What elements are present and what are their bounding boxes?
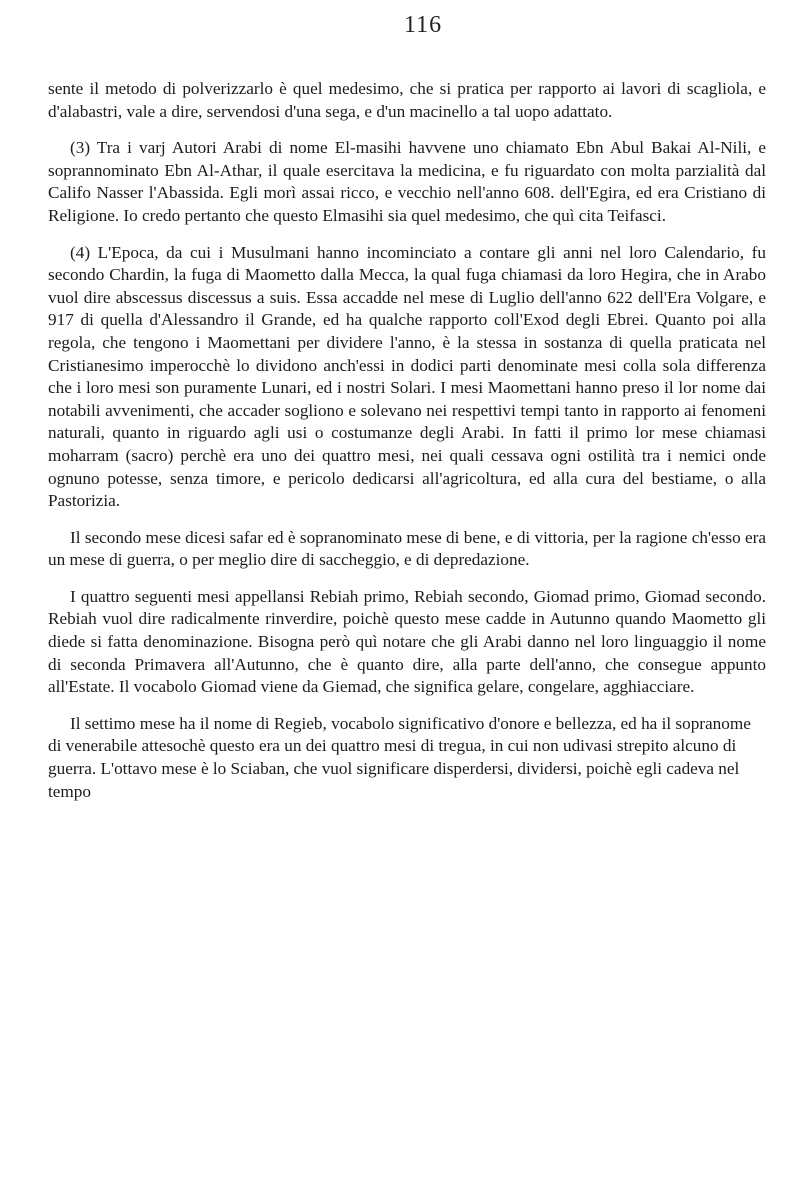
paragraph-regieb-sciaban: Il settimo mese ha il nome di Regieb, vocabolo significativo d'onore e bellezza, ed ha il sopranome di venerabile attesochè questo era un dei quattro mesi di tregua, in cui non udivasi strepito alcuno di guerra. L'ottavo mese è lo Sciaban, che vuol significare disperdersi, dividersi, poichè egli cadeva nel tempo <box>48 713 751 801</box>
paragraph-rebiah-giomad: I quattro seguenti mesi appellansi Rebiah primo, Rebiah secondo, Giomad primo, Giomad secondo. Rebiah vuol dire radicalmente rinverdire, poichè questo mese cadde in Autunno quando Maometto gli diede si fatta denominazione. Bisogna però quì notare che gli Arabi danno nel loro linguaggio il nome di seconda Primavera all'Autunno, che è quanto dire, alla parte dell'anno, che consegue appunto all'Estate. Il vocabolo Giomad viene da Giemad, che significa gelare, congelare, agghiacciare. <box>48 586 766 697</box>
footnote-4: (4) L'Epoca, da cui i Musulmani hanno incominciato a contare gli anni nel loro Calendario, fu secondo Chardin, la fuga di Maometto dalla Mecca, la qual fuga chiamasi da loro Hegira, che in Arabo vuol dire abscessus discessus a suis. Essa accadde nel mese di Luglio dell'anno 622 dell'Era Volgare, e 917 di quella d'Alessandro il Grande, ed ha qualche rapporto coll'Exod degli Ebrei. Quanto poi alla regola, che tengono i Maomettani per dividere l'anno, è la stessa in sostanza di quella praticata nel Cristianesimo imperocchè lo dividono anch'essi in dodici parti denominate mesi colla sola differenza che i loro mesi son puramente Lunari, ed i nostri Solari. I mesi Maomettani hanno preso il lor nome dai notabili avvenimenti, che accader sogliono e solevano nei respettivi tempi tanto in rapporto ai fenomeni naturali, quanto in riguardo agli usi o costumanze degli Arabi. In fatti il primo lor mese chiamasi moharram (sacro) perchè era uno dei quattro mesi, nei quali cessava ogni ostilità tra i nemici onde ognuno potesse, senza timore, e pericolo dedicarsi all'agricoltura, ed alla cura del bestiame, o alla Pastorizia. <box>48 242 766 511</box>
page-number: 116 <box>404 12 443 38</box>
paragraph-continuation: sente il metodo di polverizzarlo è quel medesimo, che si pratica per rapporto ai lavori di scagliola, e d'alabastri, vale a dire, servendosi d'una sega, e d'un macinello a tal uopo adattato. <box>48 79 766 121</box>
footnote-3: (3) Tra i varj Autori Arabi di nome El-masihi havvene uno chiamato Ebn Abul Bakai Al-Nili, e soprannominato Ebn Al-Athar, il quale esercitava la medicina, e fu riguardato con molta parzialità dal Califo Nasser l'Abassida. Egli morì assai ricco, e vecchio nell'anno 608. dell'Egira, ed era Cristiano di Religione. Io credo pertanto che questo Elmasihi sia quel medesimo, che quì cita Teifasci. <box>48 138 766 225</box>
paragraph-safar: Il secondo mese dicesi safar ed è sopranominato mese di bene, e di vittoria, per la ragione ch'esso era un mese di guerra, o per meglio dire di saccheggio, e di depredazione. <box>48 527 766 570</box>
